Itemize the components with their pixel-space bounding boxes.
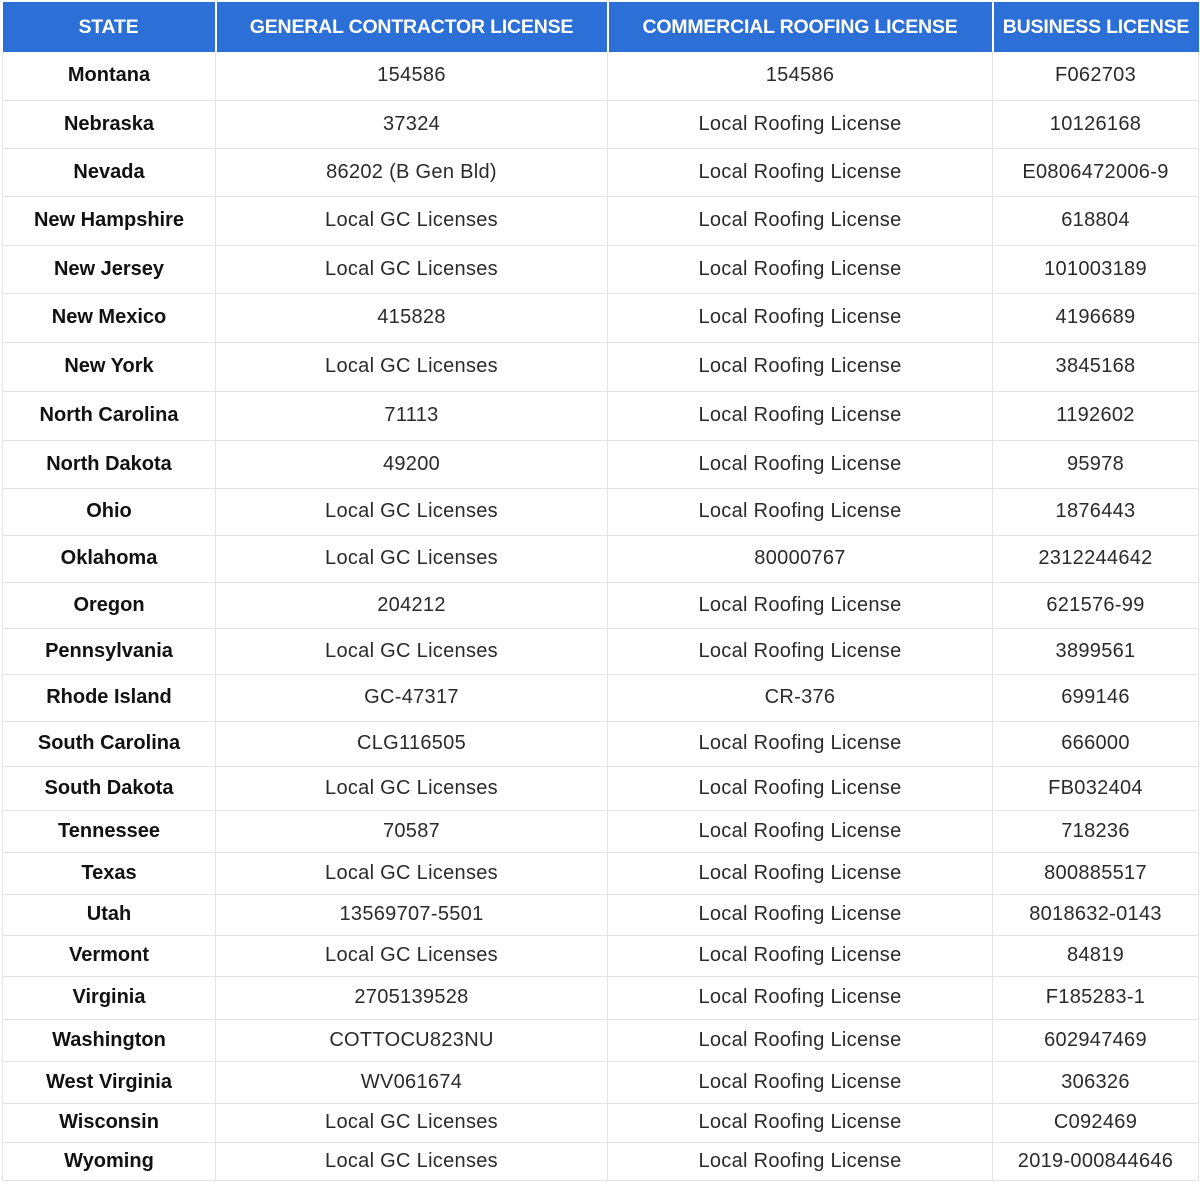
general-contractor-license-cell: Local GC Licenses (216, 935, 608, 976)
business-license-cell: 699146 (993, 674, 1199, 721)
table-row (3, 148, 1199, 196)
business-license-cell: 8018632-0143 (993, 894, 1199, 935)
business-license-cell: 618804 (993, 196, 1199, 245)
commercial-roofing-license-cell: Local Roofing License (608, 976, 993, 1019)
state-cell: Rhode Island (3, 674, 216, 721)
table-row (3, 52, 1199, 100)
commercial-roofing-license-cell: Local Roofing License (608, 1103, 993, 1142)
commercial-roofing-license-cell: 80000767 (608, 535, 993, 582)
commercial-roofing-license-cell: Local Roofing License (608, 1142, 993, 1180)
general-contractor-license-cell: 86202 (B Gen Bld) (216, 148, 608, 196)
state-cell: Oklahoma (3, 535, 216, 582)
state-cell: Wyoming (3, 1142, 216, 1180)
table-body (3, 52, 1199, 1180)
table-row (3, 1142, 1199, 1180)
state-cell: New Jersey (3, 245, 216, 293)
table-row (3, 852, 1199, 894)
general-contractor-license-cell: GC-47317 (216, 674, 608, 721)
business-license-cell: 306326 (993, 1061, 1199, 1103)
state-cell: North Dakota (3, 440, 216, 488)
general-contractor-license-cell: 71113 (216, 391, 608, 440)
state-cell: Washington (3, 1019, 216, 1061)
state-cell: Tennessee (3, 810, 216, 852)
table-row (3, 810, 1199, 852)
business-license-cell: F062703 (993, 52, 1199, 100)
commercial-roofing-license-cell: Local Roofing License (608, 100, 993, 148)
commercial-roofing-license-cell: Local Roofing License (608, 342, 993, 391)
state-cell: Wisconsin (3, 1103, 216, 1142)
general-contractor-license-cell: Local GC Licenses (216, 852, 608, 894)
general-contractor-license-cell: 13569707-5501 (216, 894, 608, 935)
general-contractor-license-cell: Local GC Licenses (216, 342, 608, 391)
license-table (2, 2, 1199, 1181)
commercial-roofing-license-cell: Local Roofing License (608, 935, 993, 976)
table-row (3, 293, 1199, 342)
table-row (3, 245, 1199, 293)
business-license-cell: 10126168 (993, 100, 1199, 148)
business-license-cell: 602947469 (993, 1019, 1199, 1061)
commercial-roofing-license-cell: Local Roofing License (608, 1019, 993, 1061)
commercial-roofing-license-cell: 154586 (608, 52, 993, 100)
state-cell: Oregon (3, 582, 216, 628)
business-license-cell: 95978 (993, 440, 1199, 488)
general-contractor-license-cell: Local GC Licenses (216, 488, 608, 535)
general-contractor-license-cell: 70587 (216, 810, 608, 852)
table-row (3, 628, 1199, 674)
commercial-roofing-license-cell: Local Roofing License (608, 1061, 993, 1103)
commercial-roofing-license-cell: Local Roofing License (608, 810, 993, 852)
general-contractor-license-cell: Local GC Licenses (216, 766, 608, 810)
commercial-roofing-license-cell: Local Roofing License (608, 148, 993, 196)
commercial-roofing-license-cell: Local Roofing License (608, 894, 993, 935)
general-contractor-license-cell: 37324 (216, 100, 608, 148)
general-contractor-license-cell: 415828 (216, 293, 608, 342)
business-license-cell: 2312244642 (993, 535, 1199, 582)
general-contractor-license-cell: Local GC Licenses (216, 628, 608, 674)
commercial-roofing-license-cell: CR-376 (608, 674, 993, 721)
business-license-cell: 4196689 (993, 293, 1199, 342)
general-contractor-license-cell: 49200 (216, 440, 608, 488)
table-row (3, 440, 1199, 488)
commercial-roofing-license-cell: Local Roofing License (608, 196, 993, 245)
commercial-roofing-license-cell: Local Roofing License (608, 766, 993, 810)
state-cell: Pennsylvania (3, 628, 216, 674)
business-license-cell: FB032404 (993, 766, 1199, 810)
commercial-roofing-license-cell: Local Roofing License (608, 628, 993, 674)
general-contractor-license-cell: WV061674 (216, 1061, 608, 1103)
header-row (3, 2, 1199, 52)
business-license-cell: 800885517 (993, 852, 1199, 894)
commercial-roofing-license-cell: Local Roofing License (608, 852, 993, 894)
commercial-roofing-license-cell: Local Roofing License (608, 440, 993, 488)
general-contractor-license-cell: 204212 (216, 582, 608, 628)
state-cell: North Carolina (3, 391, 216, 440)
table-header (3, 2, 1199, 52)
table-row (3, 766, 1199, 810)
commercial-roofing-license-cell: Local Roofing License (608, 721, 993, 766)
table-row (3, 674, 1199, 721)
business-license-cell: C092469 (993, 1103, 1199, 1142)
business-license-cell: 84819 (993, 935, 1199, 976)
state-cell: New Mexico (3, 293, 216, 342)
table-row (3, 535, 1199, 582)
general-contractor-license-cell: Local GC Licenses (216, 245, 608, 293)
table-row (3, 582, 1199, 628)
state-cell: New York (3, 342, 216, 391)
table-row (3, 488, 1199, 535)
commercial-roofing-license-cell: Local Roofing License (608, 293, 993, 342)
business-license-cell: 3845168 (993, 342, 1199, 391)
business-license-cell: 3899561 (993, 628, 1199, 674)
table-row (3, 196, 1199, 245)
state-cell: West Virginia (3, 1061, 216, 1103)
general-contractor-license-cell: Local GC Licenses (216, 535, 608, 582)
general-contractor-license-cell: COTTOCU823NU (216, 1019, 608, 1061)
business-license-cell: 1876443 (993, 488, 1199, 535)
general-contractor-license-cell: Local GC Licenses (216, 1142, 608, 1180)
business-license-cell: 718236 (993, 810, 1199, 852)
header-commercial-roofing-license: COMMERCIAL ROOFING LICENSE (608, 2, 993, 52)
header-business-license: BUSINESS LICENSE (993, 2, 1199, 52)
table-row (3, 935, 1199, 976)
business-license-cell: E0806472006-9 (993, 148, 1199, 196)
state-cell: Ohio (3, 488, 216, 535)
table-row (3, 894, 1199, 935)
business-license-cell: 2019-000844646 (993, 1142, 1199, 1180)
commercial-roofing-license-cell: Local Roofing License (608, 391, 993, 440)
table-row (3, 1061, 1199, 1103)
commercial-roofing-license-cell: Local Roofing License (608, 245, 993, 293)
state-cell: New Hampshire (3, 196, 216, 245)
business-license-cell: 621576-99 (993, 582, 1199, 628)
business-license-cell: 1192602 (993, 391, 1199, 440)
table-row (3, 1103, 1199, 1142)
general-contractor-license-cell: Local GC Licenses (216, 1103, 608, 1142)
general-contractor-license-cell: Local GC Licenses (216, 196, 608, 245)
table-row (3, 342, 1199, 391)
state-cell: Nevada (3, 148, 216, 196)
state-cell: South Dakota (3, 766, 216, 810)
header-general-contractor-license: GENERAL CONTRACTOR LICENSE (216, 2, 608, 52)
table-row (3, 391, 1199, 440)
table-row (3, 1019, 1199, 1061)
commercial-roofing-license-cell: Local Roofing License (608, 488, 993, 535)
general-contractor-license-cell: CLG116505 (216, 721, 608, 766)
general-contractor-license-cell: 2705139528 (216, 976, 608, 1019)
state-cell: Utah (3, 894, 216, 935)
business-license-cell: 101003189 (993, 245, 1199, 293)
commercial-roofing-license-cell: Local Roofing License (608, 582, 993, 628)
state-cell: Virginia (3, 976, 216, 1019)
header-state: STATE (3, 2, 216, 52)
state-cell: Texas (3, 852, 216, 894)
business-license-cell: 666000 (993, 721, 1199, 766)
table-row (3, 976, 1199, 1019)
state-cell: South Carolina (3, 721, 216, 766)
table-row (3, 100, 1199, 148)
state-cell: Nebraska (3, 100, 216, 148)
state-cell: Vermont (3, 935, 216, 976)
general-contractor-license-cell: 154586 (216, 52, 608, 100)
business-license-cell: F185283-1 (993, 976, 1199, 1019)
table-row (3, 721, 1199, 766)
state-cell: Montana (3, 52, 216, 100)
